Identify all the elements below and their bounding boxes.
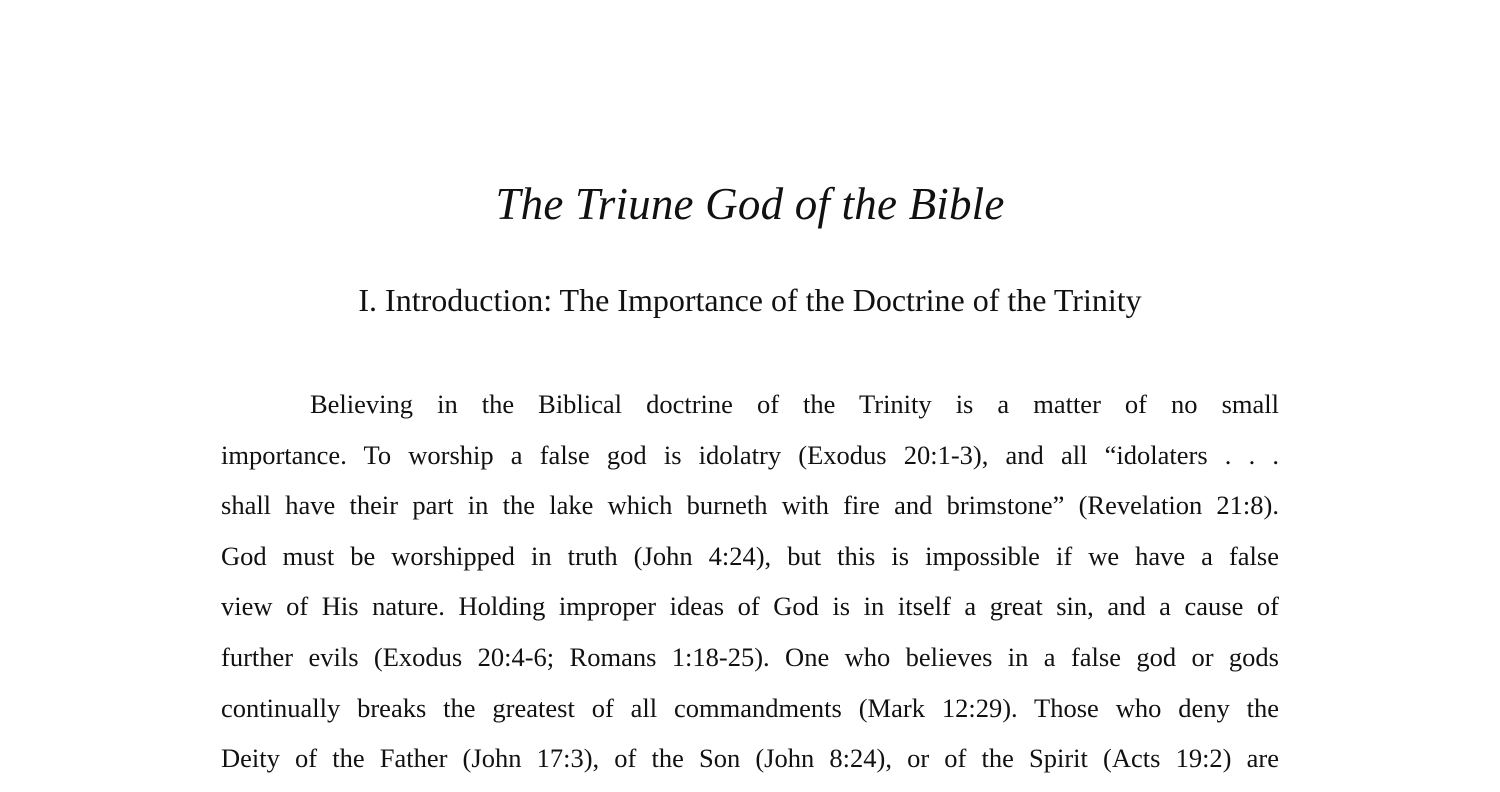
document-title: The Triune God of the Bible xyxy=(495,179,1005,229)
body-paragraph xyxy=(221,387,1279,792)
paragraph-line: continually breaks the greatest of all commandments (Mark 12:29). Those who deny the xyxy=(221,692,1279,723)
paragraph-line: Believing in the Biblical doctrine of the Trinity is a matter of no small xyxy=(310,389,1279,419)
section-heading: I. Introduction: The Importance of the Doctrine of the Trinity xyxy=(358,282,1142,318)
paragraph-line: God must be worshipped in truth (John 4:24), but this is impossible if we have a false xyxy=(221,540,1279,571)
paragraph-line: further evils (Exodus 20:4-6; Romans 1:18-25). One who believes in a false god or gods xyxy=(221,641,1279,672)
paragraph-line: shall have their part in the lake which burneth with fire and brimstone” (Revelation 21:8). xyxy=(221,490,1279,521)
paragraph-line: importance. To worship a false god is idolatry (Exodus 20:1-3), and all “idolaters . . . xyxy=(221,439,1279,470)
paragraph-line: view of His nature. Holding improper ideas of God is in itself a great sin, and a cause of xyxy=(221,591,1279,622)
paragraph-line: Deity of the Father (John 17:3), of the Son (John 8:24), or of the Spirit (Acts 19:2) are xyxy=(221,743,1279,774)
